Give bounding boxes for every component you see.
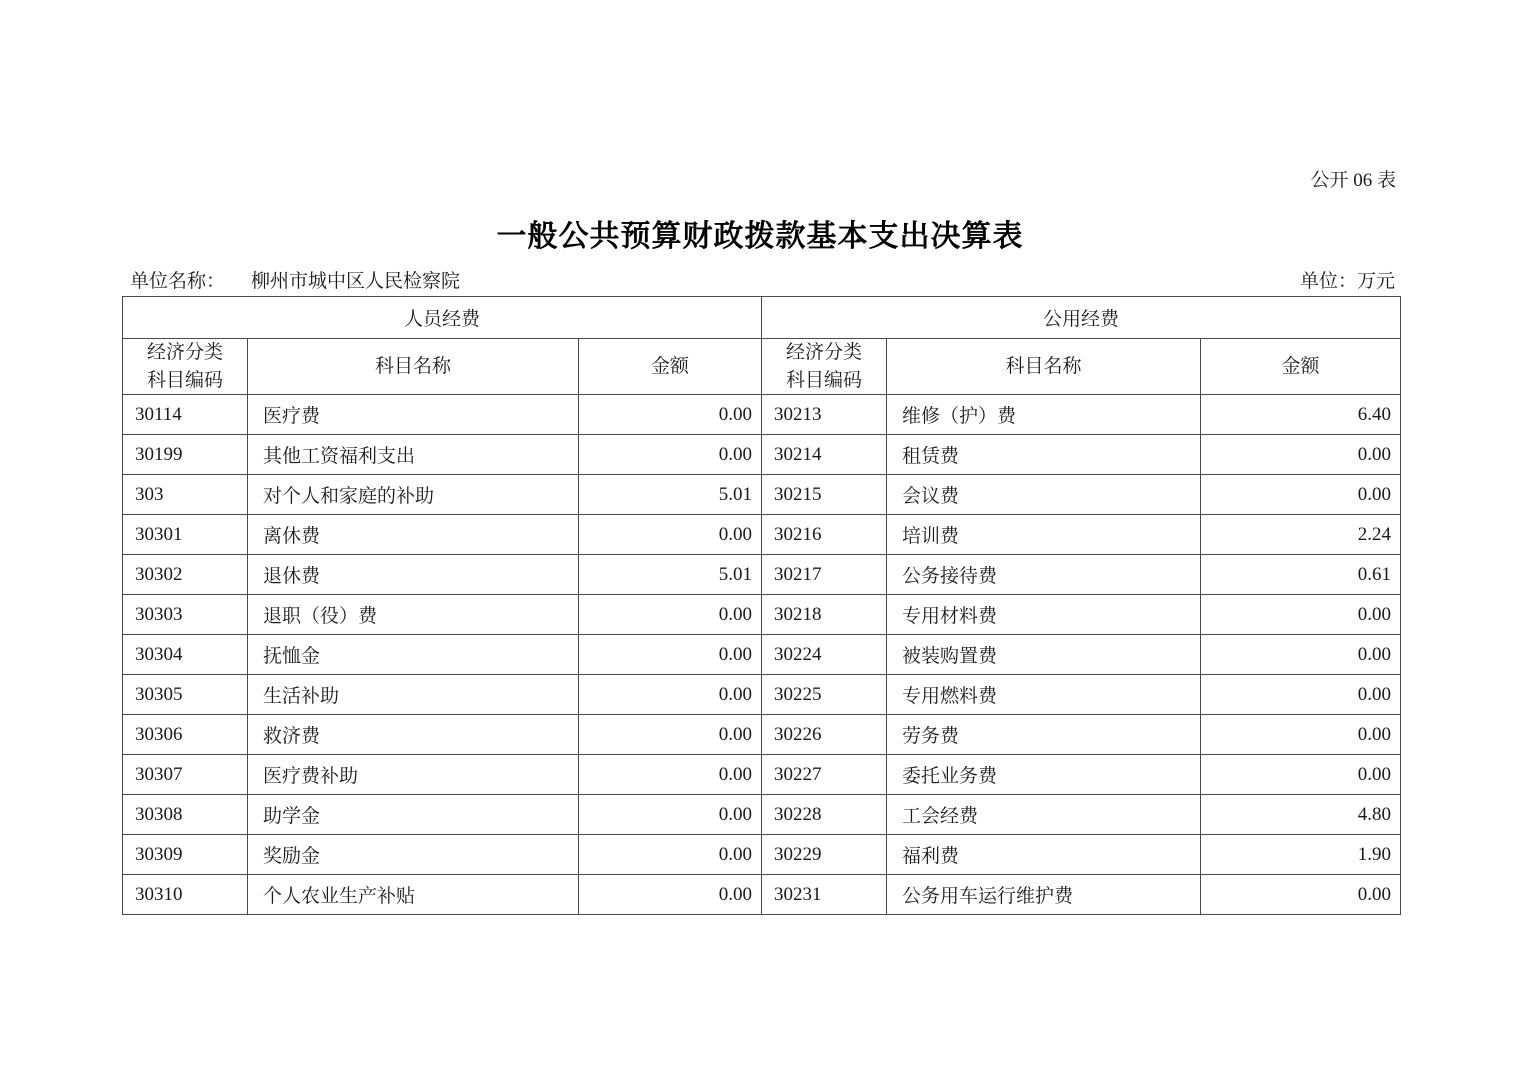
name-cell: 会议费 [887,475,1201,515]
amount-cell: 0.00 [579,755,762,795]
code-cell: 30308 [123,795,248,835]
name-cell: 个人农业生产补贴 [248,875,579,915]
code-cell: 303 [123,475,248,515]
name-cell: 抚恤金 [248,635,579,675]
code-cell: 30303 [123,595,248,635]
name-cell: 专用材料费 [887,595,1201,635]
amount-cell: 6.40 [1201,395,1401,435]
unit-name [130,266,460,293]
name-cell: 医疗费补助 [248,755,579,795]
unit-name-label: 单位名称： [130,271,226,292]
code-cell: 30227 [762,755,887,795]
col-header-code-right [762,339,887,395]
code-cell: 30217 [762,555,887,595]
col-header-code-left [123,339,248,395]
col-header-name-right: 科目名称 [887,339,1201,395]
name-cell: 公务用车运行维护费 [887,875,1201,915]
name-cell: 维修（护）费 [887,395,1201,435]
name-cell: 培训费 [887,515,1201,555]
code-cell: 30114 [123,395,248,435]
name-cell: 公务接待费 [887,555,1201,595]
table-row [123,395,1401,435]
col-header-code-line1: 经济分类 [785,342,862,363]
name-cell: 其他工资福利支出 [248,435,579,475]
amount-cell: 5.01 [579,475,762,515]
code-cell: 30225 [762,675,887,715]
code-cell: 30302 [123,555,248,595]
name-cell: 退职（役）费 [248,595,579,635]
unit-name-value: 柳州市城中区人民检察院 [251,271,461,292]
amount-cell: 0.00 [579,675,762,715]
expenditure-table [122,296,1401,915]
code-cell: 30309 [123,835,248,875]
code-cell: 30199 [123,435,248,475]
column-header-row [123,339,1401,395]
code-cell: 30301 [123,515,248,555]
name-cell: 劳务费 [887,715,1201,755]
name-cell: 救济费 [248,715,579,755]
code-cell: 30231 [762,875,887,915]
name-cell: 委托业务费 [887,755,1201,795]
code-cell: 30224 [762,635,887,675]
code-cell: 30305 [123,675,248,715]
amount-cell: 0.00 [579,875,762,915]
amount-cell: 0.00 [1201,475,1401,515]
name-cell: 奖励金 [248,835,579,875]
table-row [123,595,1401,635]
col-header-code-line2: 科目编码 [785,369,862,391]
code-cell: 30306 [123,715,248,755]
table-row [123,515,1401,555]
col-header-code-line2: 科目编码 [146,369,223,391]
amount-cell: 0.00 [1201,875,1401,915]
name-cell: 离休费 [248,515,579,555]
amount-cell: 0.61 [1201,555,1401,595]
table-body [123,395,1401,915]
code-cell: 30218 [762,595,887,635]
group-header-row [123,297,1401,339]
amount-cell: 0.00 [579,515,762,555]
amount-cell: 0.00 [1201,675,1401,715]
code-cell: 30215 [762,475,887,515]
unit-of-measure-label: 单位：万元 [1299,271,1395,292]
table-row [123,755,1401,795]
col-header-name-left: 科目名称 [248,339,579,395]
name-cell: 退休费 [248,555,579,595]
amount-cell: 0.00 [579,395,762,435]
name-cell: 福利费 [887,835,1201,875]
name-cell: 工会经费 [887,795,1201,835]
table-row [123,635,1401,675]
amount-cell: 2.24 [1201,515,1401,555]
amount-cell: 5.01 [579,555,762,595]
amount-cell: 1.90 [1201,835,1401,875]
code-cell: 30216 [762,515,887,555]
table-row [123,715,1401,755]
col-header-amount-left: 金额 [579,339,762,395]
code-cell: 30307 [123,755,248,795]
name-cell: 生活补助 [248,675,579,715]
form-code: 公开 06 表 [1310,170,1396,191]
table-row [123,875,1401,915]
amount-cell: 0.00 [579,595,762,635]
name-cell: 专用燃料费 [887,675,1201,715]
name-cell: 助学金 [248,795,579,835]
table-row [123,675,1401,715]
code-cell: 30304 [123,635,248,675]
group-header-public-funds: 公用经费 [762,297,1401,339]
col-header-code-line1: 经济分类 [146,342,223,363]
page-title: 一般公共预算财政拨款基本支出决算表 [496,220,1024,253]
amount-cell: 0.00 [579,635,762,675]
meta-row [130,266,1395,293]
code-cell: 30214 [762,435,887,475]
amount-cell: 0.00 [1201,635,1401,675]
amount-cell: 0.00 [1201,715,1401,755]
name-cell: 医疗费 [248,395,579,435]
amount-cell: 4.80 [1201,795,1401,835]
amount-cell: 0.00 [1201,595,1401,635]
col-header-amount-right: 金额 [1201,339,1401,395]
table-row [123,435,1401,475]
name-cell: 被装购置费 [887,635,1201,675]
group-header-personnel-funds: 人员经费 [123,297,762,339]
name-cell: 租赁费 [887,435,1201,475]
table-row [123,555,1401,595]
table-row [123,835,1401,875]
amount-cell: 0.00 [579,795,762,835]
code-cell: 30226 [762,715,887,755]
amount-cell: 0.00 [579,435,762,475]
amount-cell: 0.00 [579,715,762,755]
code-cell: 30310 [123,875,248,915]
code-cell: 30228 [762,795,887,835]
name-cell: 对个人和家庭的补助 [248,475,579,515]
code-cell: 30213 [762,395,887,435]
amount-cell: 0.00 [1201,435,1401,475]
amount-cell: 0.00 [1201,755,1401,795]
table-row [123,475,1401,515]
table-row [123,795,1401,835]
code-cell: 30229 [762,835,887,875]
amount-cell: 0.00 [579,835,762,875]
